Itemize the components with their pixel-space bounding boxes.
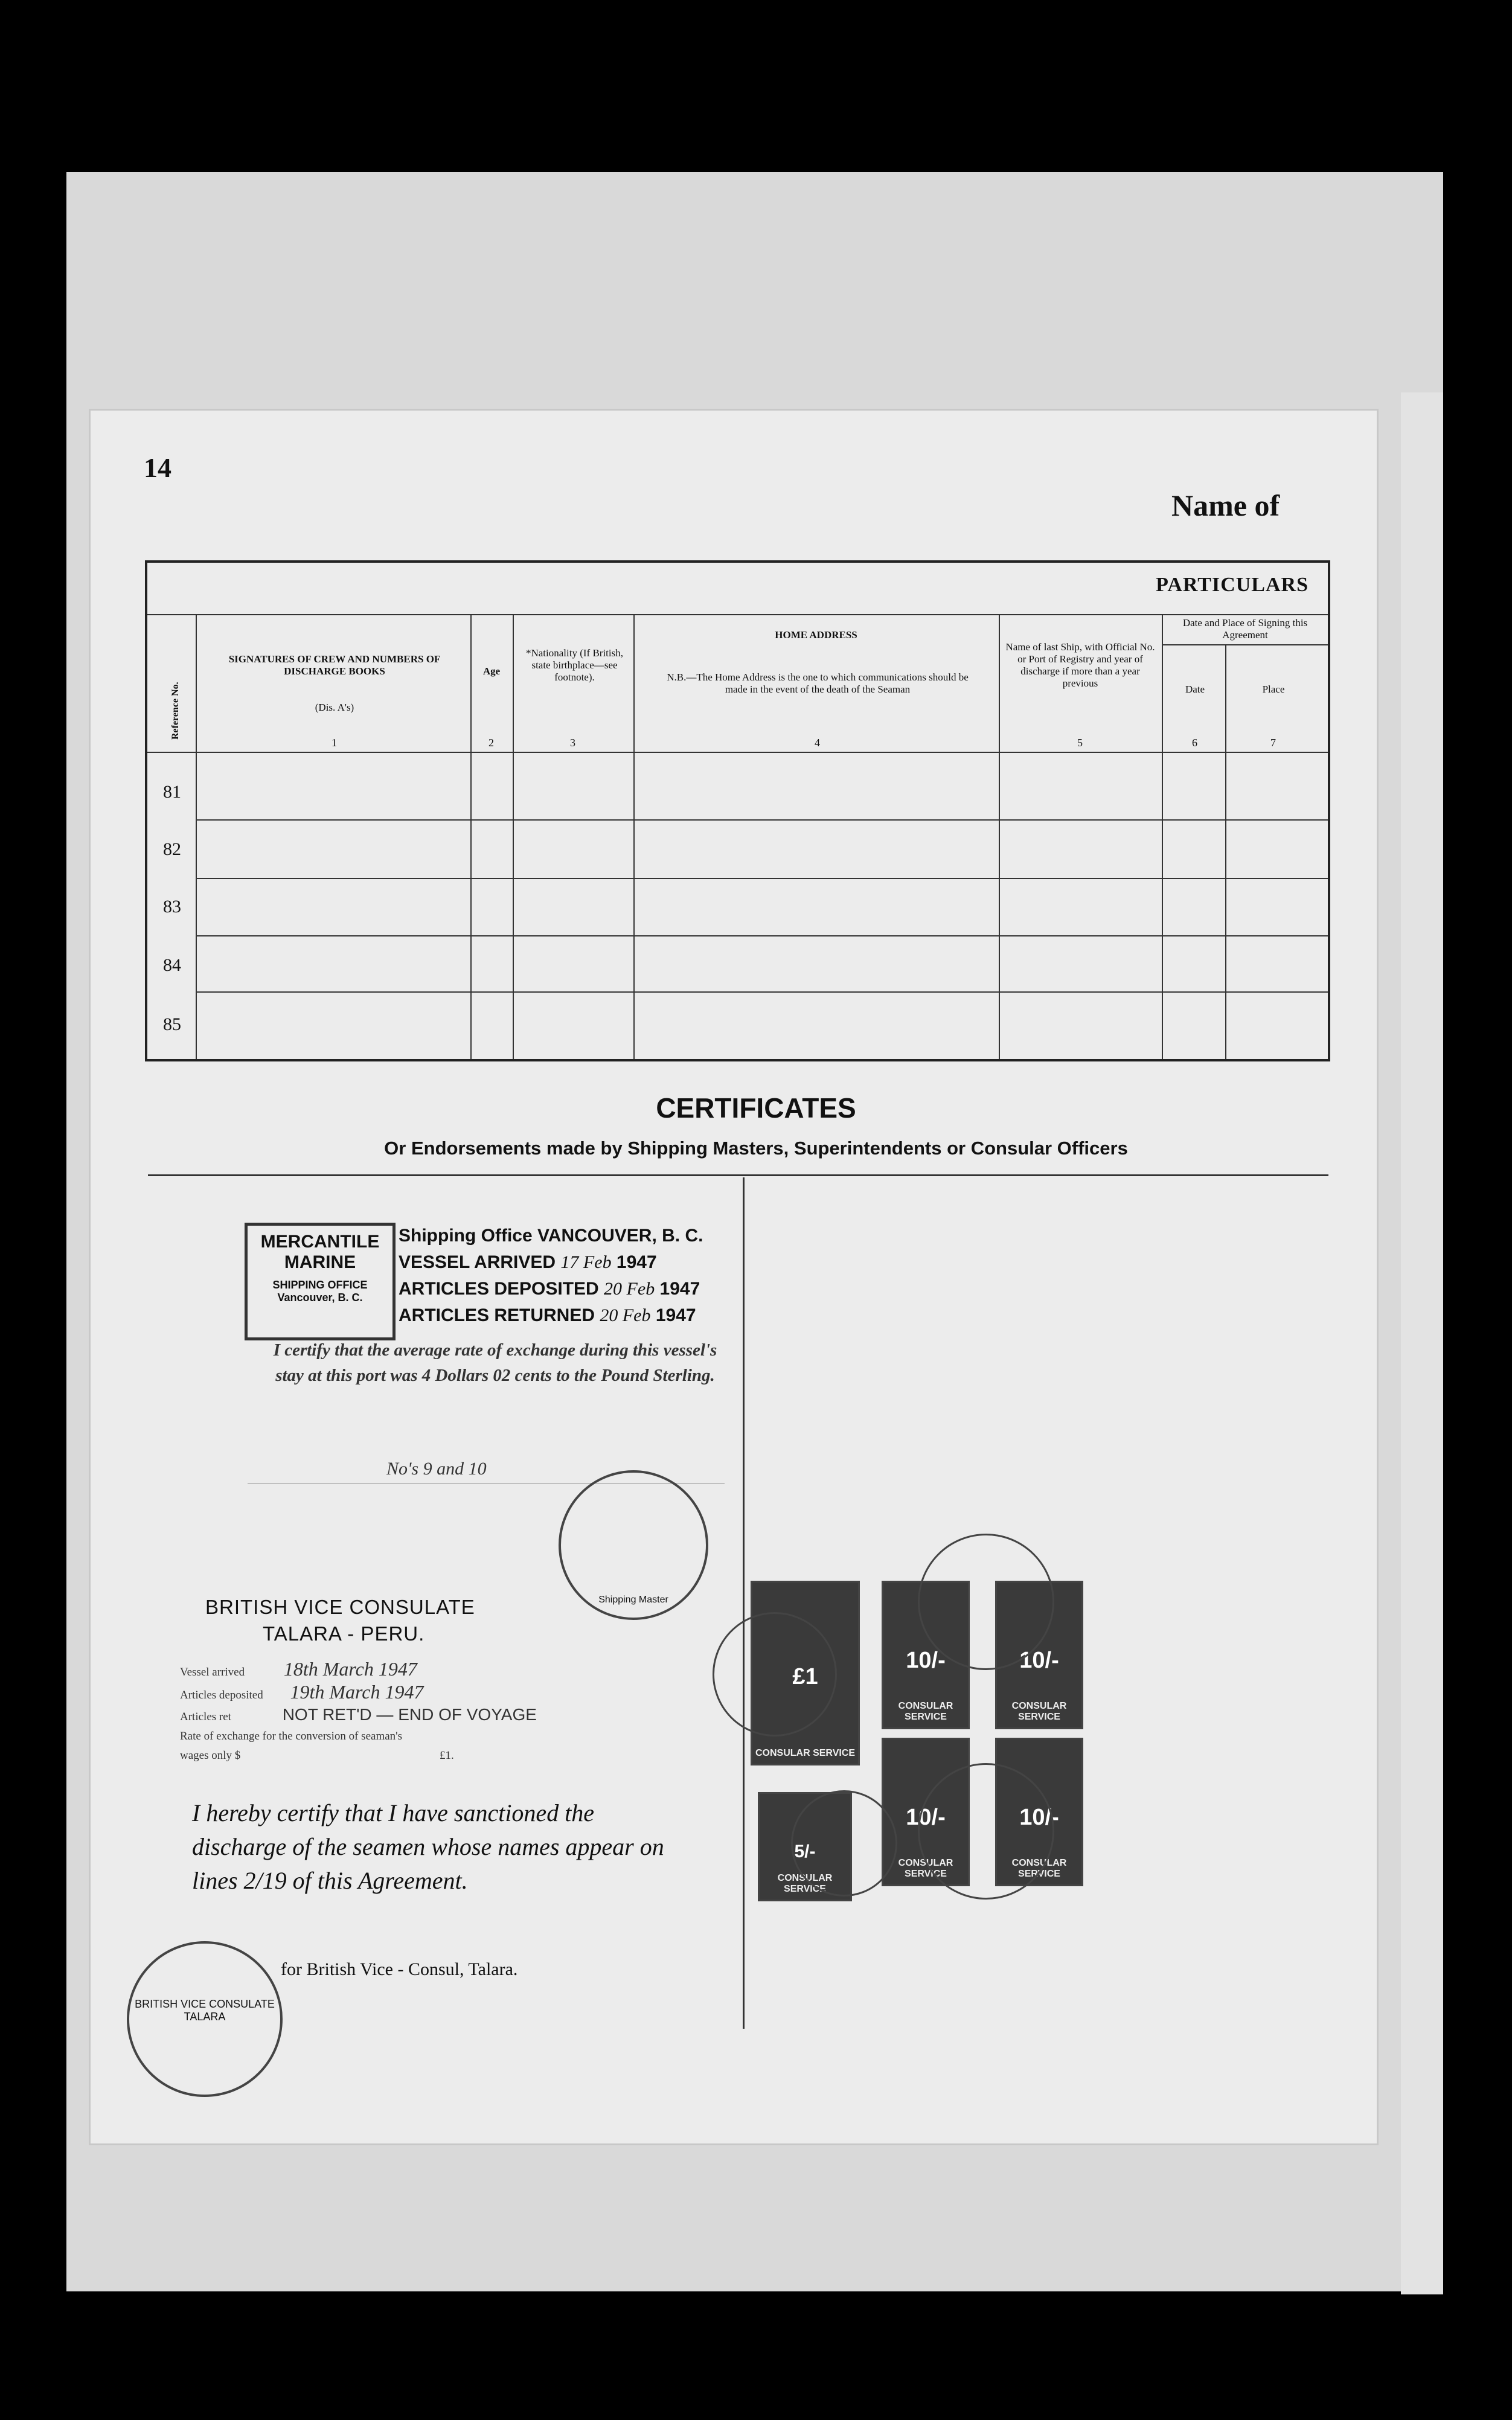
col-last-ship-header: Name of last Ship, with Official No. or Port of Registry and year of discharge if more than a year previous xyxy=(1005,641,1155,689)
col-age-header: Age xyxy=(482,665,501,677)
mercantile-marine-stamp: MERCANTILE MARINE SHIPPING OFFICE Vancouver, B. C. xyxy=(245,1223,396,1340)
col-signatures-header: SIGNATURES OF CREW AND NUMBERS OF DISCHARGE BOOKS xyxy=(228,653,441,677)
consular-cancellation-stamp xyxy=(918,1763,1054,1900)
talara-form-lines: Vessel arrived 18th March 1947 Articles deposited 19th March 1947 Articles ret NOT RET'D — END OF VOYAGE Rate of exchange for the conversion of seaman's wages only $ £1. xyxy=(180,1658,537,1762)
consular-cancellation-stamp xyxy=(918,1534,1054,1670)
table-title: PARTICULARS xyxy=(1156,574,1309,596)
col-num-2: 2 xyxy=(489,737,494,749)
col-date-header: Date xyxy=(1185,683,1205,695)
table-row-number: 83 xyxy=(163,897,181,917)
col-num-7: 7 xyxy=(1270,737,1276,749)
divider xyxy=(743,1177,745,2029)
col-num-4: 4 xyxy=(815,737,820,749)
col-address-note: N.B.—The Home Address is the one to which communications should be made in the event of the death of the Seaman xyxy=(667,671,969,695)
col-place-header: Place xyxy=(1262,683,1285,695)
col-num-3: 3 xyxy=(570,737,575,749)
exchange-certificate: I certify that the average rate of exchange during this vessel's stay at this port was 4 Dollars 02 cents to the Pound Sterling. xyxy=(273,1340,717,1385)
particulars-table xyxy=(145,560,1330,1061)
table-row-number: 85 xyxy=(163,1014,181,1034)
handwritten-note: No's 9 and 10 xyxy=(248,1425,725,1476)
revenue-stamp: 10/- CONSULAR SERVICE xyxy=(995,1738,1083,1886)
revenue-stamp: £1 CONSULAR SERVICE xyxy=(751,1581,860,1765)
table-row-number: 82 xyxy=(163,839,181,859)
col-num-6: 6 xyxy=(1192,737,1197,749)
revenue-stamp: 10/- CONSULAR SERVICE xyxy=(882,1738,970,1886)
col-signing-header: Date and Place of Signing this Agreement xyxy=(1182,617,1308,641)
certificates-subtitle: Or Endorsements made by Shipping Masters, Superintendents or Consular Officers xyxy=(384,1138,1128,1159)
ref-no-label: Reference No. xyxy=(170,682,181,740)
consular-cancellation-stamp xyxy=(713,1612,837,1737)
consul-signature-title: for British Vice - Consul, Talara. xyxy=(281,1959,518,1979)
col-address-header: HOME ADDRESS xyxy=(775,629,857,641)
col-num-1: 1 xyxy=(332,737,337,749)
col-num-5: 5 xyxy=(1077,737,1083,749)
revenue-stamp: 10/- CONSULAR SERVICE xyxy=(995,1581,1083,1729)
vancouver-shipping-lines: Shipping Office VANCOUVER, B. C. VESSEL ARRIVED 17 Feb 1947 ARTICLES DEPOSITED 20 Feb 1947 ARTICLES RETURNED 20 Feb 1947 xyxy=(399,1226,703,1325)
table-row-number: 84 xyxy=(163,955,181,975)
talara-consulate-header: BRITISH VICE CONSULATE TALARA - PERU. xyxy=(205,1596,475,1645)
certificates-title: CERTIFICATES xyxy=(656,1092,856,1124)
table-row-number: 81 xyxy=(163,782,181,802)
consulate-seal: BRITISH VICE CONSULATE TALARA xyxy=(127,1941,283,2097)
adjacent-page-edge xyxy=(1401,392,1443,2294)
col-nationality-header: *Nationality (If British, state birthplace—see footnote). xyxy=(525,647,623,683)
talara-certification: I hereby certify that I have sanctioned the discharge of the seamen whose names appear on lines 2/19 of this Agreement. xyxy=(192,1799,664,1894)
header-title: Name of xyxy=(1171,488,1280,522)
divider xyxy=(148,1174,1328,1176)
page-number: 14 xyxy=(144,452,171,483)
consular-cancellation-stamp xyxy=(791,1790,897,1897)
shipping-master-round-stamp: Shipping Master xyxy=(559,1470,708,1620)
revenue-stamp: 10/- CONSULAR SERVICE xyxy=(882,1581,970,1729)
col-signatures-sub: (Dis. A's) xyxy=(315,702,354,713)
revenue-stamp: 5/- CONSULAR SERVICE xyxy=(758,1792,852,1901)
